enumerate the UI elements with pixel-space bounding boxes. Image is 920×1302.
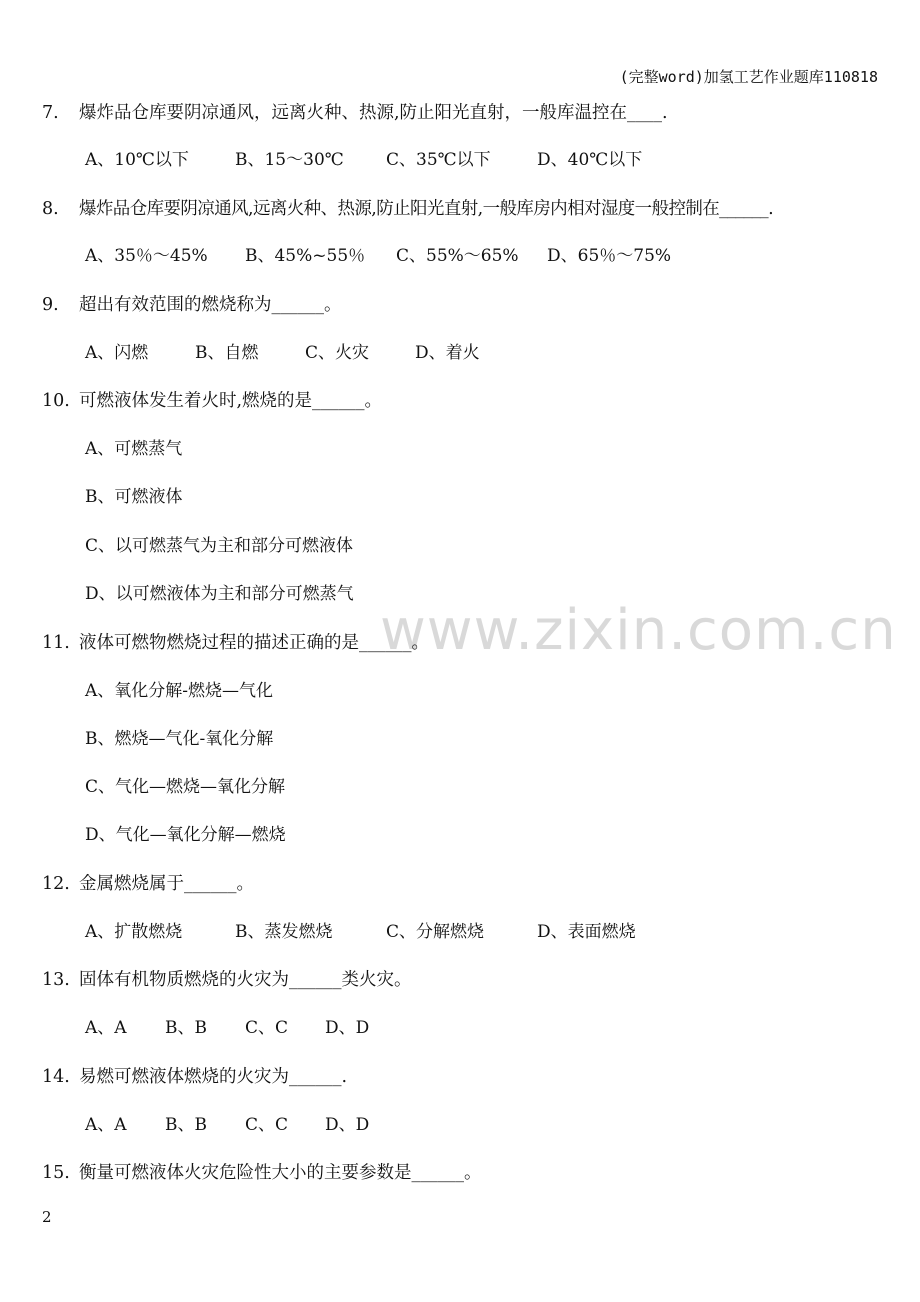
option-b: B、15～30℃ [235,150,344,170]
option-b: B、45%~55％ [245,246,366,266]
option-a: A、氧化分解-燃烧—气化 [85,681,274,701]
question-10 [42,389,912,413]
option-b: B、燃烧—气化-氧化分解 [85,729,274,749]
option-d: D、D [325,1115,370,1135]
option-a: A、扩散燃烧 [85,922,183,942]
option-b: B、可燃液体 [85,487,183,507]
option-b: B、B [165,1018,207,1038]
question-13 [42,968,912,992]
options-row-14 [85,1113,369,1137]
page-number: 2 [42,1208,52,1226]
options-row-8 [85,244,671,268]
question-text: 爆炸品仓库要阴凉通风，远离火种、热源,防止阳光直射，一般库温控在____. [79,103,668,123]
option-a: A、10℃以下 [85,150,189,170]
question-number: 13. [42,970,70,990]
option-b: B、自燃 [195,343,259,363]
question-number: 15. [42,1163,70,1183]
option-c: C、C [245,1115,289,1135]
option-d: D、表面燃烧 [537,922,636,942]
option-c: C、35℃以下 [386,150,491,170]
option-c: C、55%～65% [396,246,519,266]
watermark-text: www.zixin.com.cn [380,598,897,663]
option-d: D、40℃以下 [537,150,643,170]
question-number: 14. [42,1067,70,1087]
option-d: D、以可燃液体为主和部分可燃蒸气 [85,584,354,604]
question-7 [42,101,912,125]
question-number: 12. [42,874,70,894]
option-a: A、可燃蒸气 [85,439,183,459]
option-a: A、闪燃 [85,343,149,363]
option-c: C、C [245,1018,289,1038]
option-a: A、35％～45% [85,246,208,266]
option-a: A、A [85,1115,127,1135]
option-d: D、着火 [415,343,480,363]
question-number: 7. [42,103,59,123]
option-c: C、火灾 [305,343,370,363]
question-text: 超出有效范围的燃烧称为______。 [79,295,342,315]
question-12 [42,872,912,896]
question-11 [42,631,912,655]
options-row-12 [85,920,636,944]
options-row-9 [85,341,480,365]
option-c: C、以可燃蒸气为主和部分可燃液体 [85,536,354,556]
question-14 [42,1065,912,1089]
question-text: 衡量可燃液体火灾危险性大小的主要参数是______。 [79,1163,482,1183]
options-row-13 [85,1016,369,1040]
question-15 [42,1161,912,1185]
option-d: D、D [325,1018,370,1038]
question-text: 金属燃烧属于______。 [79,874,254,894]
question-number: 9. [42,295,59,315]
option-d: D、气化—氧化分解—燃烧 [85,825,286,845]
option-c: C、分解燃烧 [386,922,485,942]
option-a: A、A [85,1018,127,1038]
question-9 [42,293,912,317]
question-number: 10. [42,391,70,411]
question-text: 爆炸品仓库要阴凉通风,远离火种、热源,防止阳光直射,一般库房内相对湿度一般控制在______. [79,199,774,219]
option-b: B、蒸发燃烧 [235,922,333,942]
option-d: D、65％～75% [547,246,672,266]
document-header: (完整word)加氢工艺作业题库110818 [619,68,878,86]
question-text: 易燃可燃液体燃烧的火灾为______. [79,1067,348,1087]
options-row-7 [85,148,642,172]
option-b: B、B [165,1115,207,1135]
question-number: 11. [42,633,70,653]
question-text: 液体可燃物燃烧过程的描述正确的是______。 [79,633,429,653]
question-text: 固体有机物质燃烧的火灾为______类火灾。 [79,970,412,990]
option-c: C、气化—燃烧—氧化分解 [85,777,286,797]
question-number: 8. [42,199,59,219]
question-text: 可燃液体发生着火时,燃烧的是______。 [79,391,383,411]
question-8 [42,197,912,221]
